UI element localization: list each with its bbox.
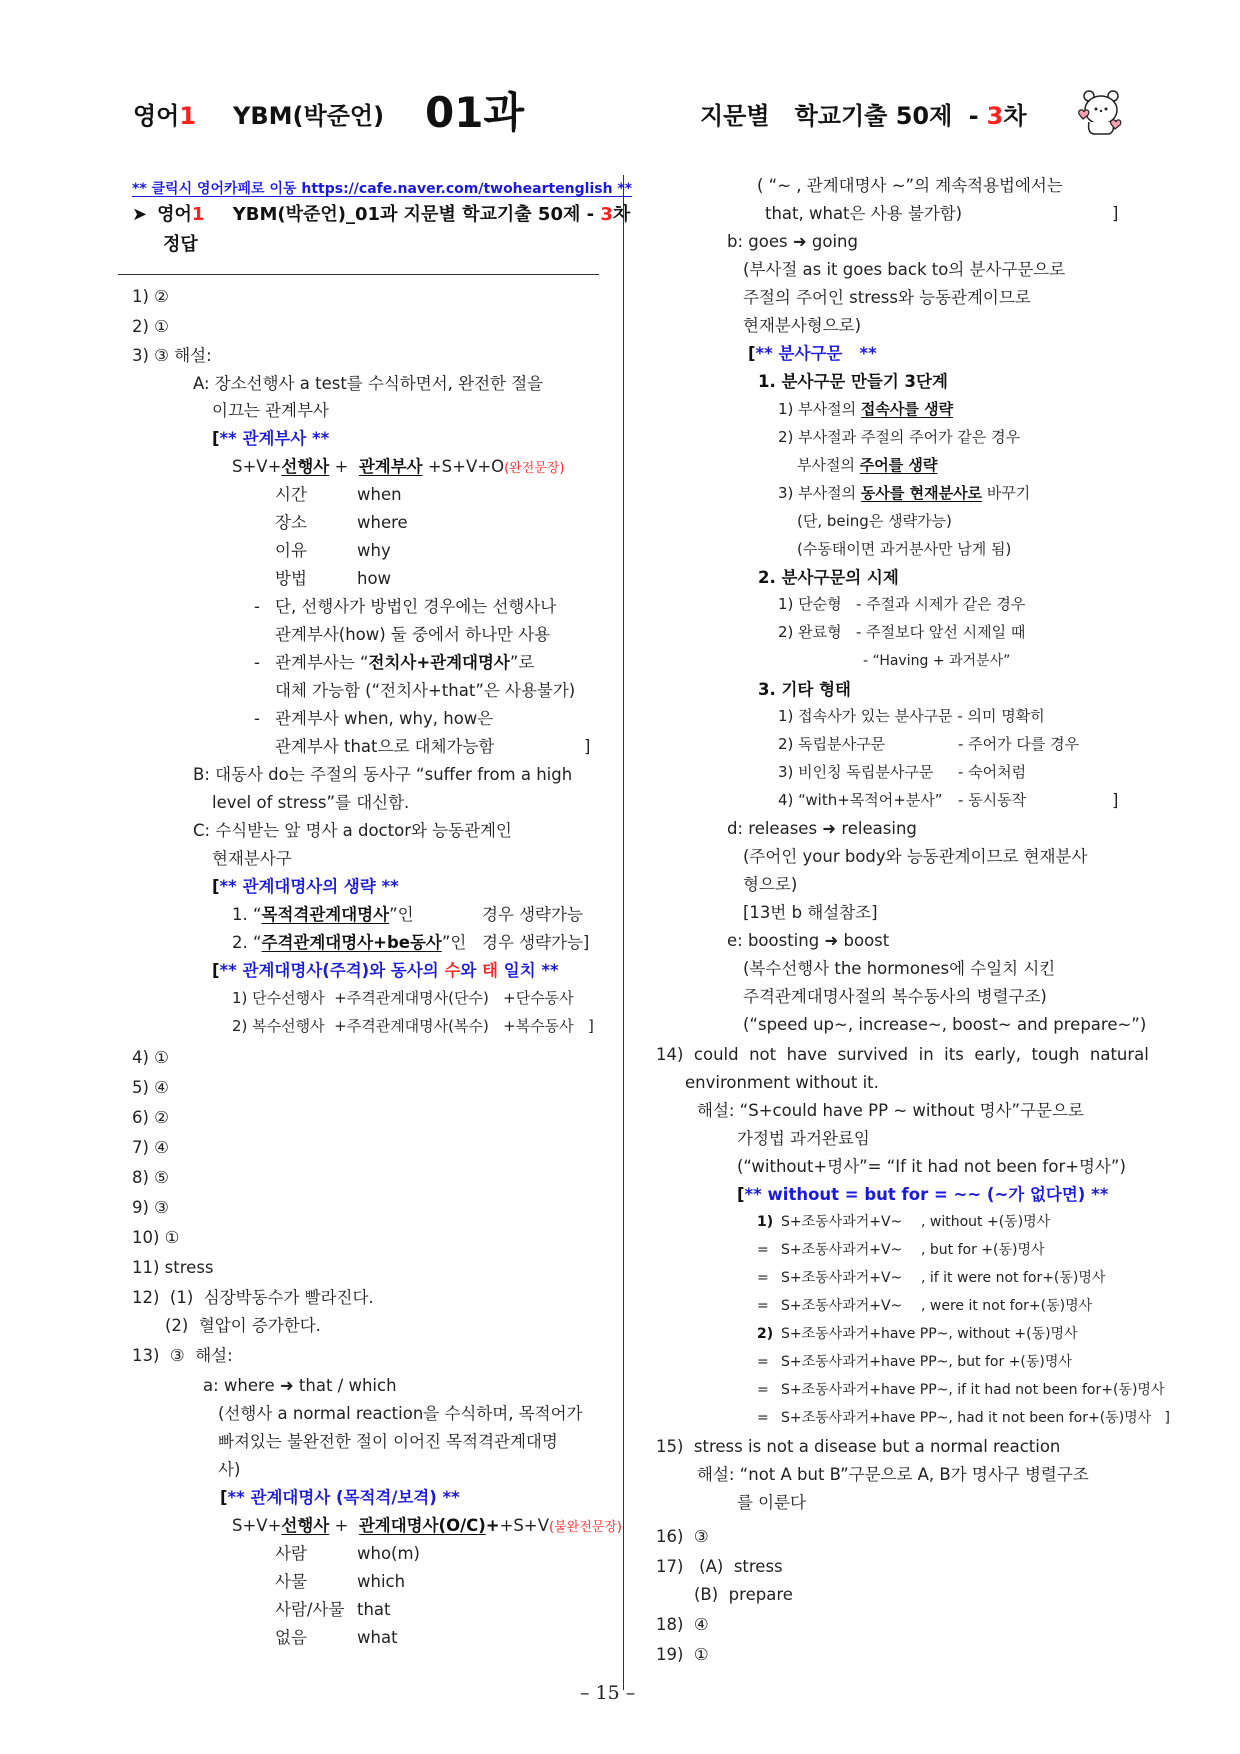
step-underlined: 동사를 현재분사로 (860, 484, 983, 502)
row-lead: = (757, 1270, 769, 1286)
answer-5: 5) ④ (132, 1078, 169, 1097)
row-condition: , if it were not for+(동)명사 (921, 1270, 1106, 1286)
box-title-text: 일치 ** (498, 961, 559, 980)
box-participle-title: [** 분사구문 ** (748, 344, 877, 363)
form-desc: - 숙어처럼 (958, 763, 1027, 781)
note-text: ”로 (509, 653, 535, 672)
rel-pronoun-row (275, 1624, 398, 1652)
title-divider (118, 274, 599, 275)
row-condition: , but for +(동)명사 (921, 1242, 1045, 1258)
box-omission-2 (232, 929, 466, 957)
rel-adverb-row (275, 565, 391, 593)
box-agreement-title: [** 관계대명사(주격)와 동사의 수와 태 일치 ** (212, 961, 559, 980)
box-rel-pronoun-formula: S+V+선행사 + 관계대명사(O/C)++S+V(불완전문장) (232, 1516, 622, 1535)
participle-step1-2: 2) 부사절과 주절의 주어가 같은 경우 (778, 428, 1021, 446)
bullet-icon: ➤ (132, 204, 148, 225)
answer-3: 3) ③ 해설: (132, 346, 212, 365)
row-lead: = (757, 1242, 769, 1258)
without-row (757, 1323, 1078, 1343)
row-condition: , but for +(동)명사 (948, 1354, 1072, 1370)
answer-13-a-line2: 빠져있는 불완전한 절이 이어진 목적격관계대명 (218, 1432, 558, 1451)
title-round-number: 3 (600, 204, 613, 225)
row-lead: = (757, 1354, 769, 1370)
rel-pronoun-row (275, 1568, 405, 1596)
title-part3: 차 (612, 204, 631, 225)
rel-adverb-row (275, 481, 402, 509)
cont-line2: that, what은 사용 불가함) (765, 204, 963, 223)
row-lead: 1) (757, 1214, 774, 1230)
row-lead: = (757, 1298, 769, 1314)
participle-step3-title: 3. 기타 형태 (758, 680, 851, 699)
row-clause: S+조동사과거+have PP~ (781, 1354, 949, 1370)
box-without-title: [** without = but for = ~~ (~가 없다면) ** (737, 1185, 1109, 1204)
row-lead: 2) (757, 1326, 774, 1342)
box-close-bracket: ] (1112, 204, 1119, 223)
rel-adverb-row (275, 537, 391, 565)
section-title (132, 201, 630, 229)
answer-3-C-line2: 현재분사구 (212, 849, 292, 868)
rel-adverb-word: why (357, 541, 391, 560)
row-condition: , were it not for+(동)명사 (921, 1298, 1093, 1314)
answer-3-C-line1: C: 수식받는 앞 명사 a doctor와 능동관계인 (193, 821, 512, 840)
answer-11: 11) stress (132, 1258, 214, 1277)
note-2-line2: 대체 가능함 (“전치사+that”은 사용불가) (275, 681, 576, 700)
participle-step1-3c: (수동태이면 과거분사만 남게 됨) (797, 540, 1012, 558)
participle-step1-3b: (단, being은 생략가능) (797, 512, 952, 530)
header-subject (133, 96, 196, 131)
rel-pronoun-kind: 사물 (275, 1572, 307, 1591)
answer-4: 4) ① (132, 1048, 169, 1067)
box-title-text: ** without = but for = ~~ (~가 없다면) ** (744, 1185, 1109, 1204)
box-title-text: ** 관계대명사 (목적격/보격) ** (227, 1488, 460, 1507)
box-title-text: ** 분사구문 ** (755, 344, 877, 363)
rel-adverb-word: when (357, 485, 402, 504)
row-clause: S+조동사과거+V~ (781, 1242, 903, 1258)
row-clause: S+조동사과거+have PP~ (781, 1410, 949, 1426)
form-desc: - 주어가 다를 경우 (958, 735, 1080, 753)
participle-step2-2: 2) 완료형 - 주절보다 앞선 시제일 때 (778, 623, 1026, 641)
bear-mascot-icon (1075, 88, 1125, 138)
item-pre: 1. “ (232, 905, 262, 924)
without-row (757, 1379, 1164, 1399)
answer-19: 19) ① (656, 1645, 709, 1664)
box-title-highlight: 태 (482, 961, 499, 980)
note-bold: 전치사+관계대명사 (368, 653, 510, 672)
form-name: 3) 비인칭 독립분사구문 (778, 763, 934, 781)
box-close-bracket: ] (1112, 791, 1119, 810)
row-clause: S+조동사과거+V~ (781, 1270, 903, 1286)
item-pre: 2. “ (232, 933, 262, 952)
without-row (757, 1351, 1072, 1371)
note-text: 관계부사는 “ (275, 653, 369, 672)
box-rel-adverb-formula (232, 453, 564, 483)
row-clause: S+조동사과거+V~ (781, 1214, 903, 1230)
header-publisher: YBM(박준언) (233, 102, 385, 130)
round-number: 3 (986, 102, 1004, 130)
answer-1: 1) ② (132, 287, 169, 306)
participle-step3-2 (778, 733, 1079, 754)
formula-plus: + (329, 457, 354, 476)
rel-adverb-kind: 이유 (275, 541, 307, 560)
answer-15: 15) stress is not a disease but a normal reaction (656, 1437, 1061, 1456)
rel-pronoun-word: what (357, 1628, 398, 1647)
box-rel-pronoun-title: [** 관계대명사 (목적격/보격) ** (220, 1488, 460, 1507)
participle-step1-3 (778, 482, 1030, 503)
subject-number: 1 (179, 102, 197, 130)
step-underlined: 접속사를 생략 (860, 400, 954, 418)
without-row (757, 1295, 1092, 1315)
title-part2: YBM(박준언)_01과 지문별 학교기출 50제 - (232, 204, 601, 225)
answer-18: 18) ④ (656, 1615, 709, 1634)
box-close-bracket: ] (584, 737, 591, 756)
answer-16: 16) ③ (656, 1527, 709, 1546)
answer-9: 9) ③ (132, 1198, 169, 1217)
cafe-link[interactable]: ** 클릭시 영어카페로 이동 https://cafe.naver.com/twoheartenglish ** (132, 181, 633, 197)
form-desc: - 동시동작 (958, 791, 1027, 809)
box-title-highlight: 수 (444, 961, 461, 980)
box-agreement-2: 2) 복수선행사 +주격관계대명사(복수) +복수동사 ] (232, 1017, 594, 1035)
rel-pronoun-row (275, 1596, 391, 1624)
answer-13-d-line3: [13번 b 해설참조] (743, 903, 878, 922)
answer-13-a-line3: 사) (218, 1460, 241, 1479)
column-divider (623, 175, 624, 1690)
answer-13-e-line1: (복수선행사 the hormones에 수일치 시킨 (743, 959, 1056, 978)
participle-step2-title: 2. 분사구문의 시제 (758, 568, 899, 587)
box-title-text: ** 관계대명사(주격)와 동사의 (219, 961, 445, 980)
header-series (700, 96, 1027, 131)
formula-pre: S+V+ (232, 457, 282, 476)
answer-10: 10) ① (132, 1228, 180, 1247)
answer-13-a: a: where ➜ that / which (203, 1376, 397, 1395)
answer-13-d-line1: (주어인 your body와 능동관계이므로 현재분사 (743, 847, 1088, 866)
answer-2: 2) ① (132, 317, 169, 336)
rel-pronoun-word: who(m) (357, 1544, 420, 1563)
rel-adverb-word: how (357, 569, 392, 588)
rel-adverb-word: where (357, 513, 408, 532)
box-title-text: ** 관계부사 ** (219, 429, 330, 448)
formula-plus: + (329, 1516, 354, 1535)
rel-adverb-row (275, 509, 408, 537)
answer-3-B-line1: B: 대동사 do는 주절의 동사구 “suffer from a high (193, 765, 573, 784)
without-row (757, 1267, 1105, 1287)
participle-step3-1: 1) 접속사가 있는 분사구문 - 의미 명확히 (778, 707, 1045, 725)
series-label: 지문별 학교기출 50제 (700, 102, 953, 130)
answer-13-a-line1: (선행사 a normal reaction을 수식하며, 목적어가 (218, 1404, 583, 1423)
box-omission-title: [** 관계대명사의 생략 ** (212, 877, 399, 896)
round-suffix: 차 (1003, 102, 1027, 130)
answer-15-exp-2: 를 이룬다 (737, 1493, 807, 1512)
item-post: ”인 (441, 933, 467, 952)
form-name: 4) “with+목적어+분사” (778, 791, 943, 809)
rel-pronoun-word: that (357, 1600, 391, 1619)
cont-line1: ( “~ , 관계대명사 ~”의 계속적용법에서는 (757, 176, 1063, 195)
title-part1: 영어 (157, 204, 192, 225)
box-title-text: ** 관계대명사의 생략 ** (219, 877, 399, 896)
answer-3-A-line1: A: 장소선행사 a test를 수식하면서, 완전한 절을 (193, 374, 544, 393)
answer-7: 7) ④ (132, 1138, 169, 1157)
rel-pronoun-kind: 없음 (275, 1628, 307, 1647)
formula-post: +S+V+O (422, 457, 505, 476)
box-omission-2-tail: 경우 생략가능] (482, 933, 590, 952)
answer-3-A-line2: 이끄는 관계부사 (212, 401, 329, 420)
participle-step1-1 (778, 398, 953, 419)
without-row (757, 1407, 1170, 1427)
item-underlined: 주격관계대명사+be동사 (261, 933, 442, 952)
form-name: 2) 독립분사구문 (778, 735, 886, 753)
row-condition: , if it had not been for+(동)명사 (948, 1382, 1165, 1398)
item-underlined: 목적격관계대명사 (261, 905, 390, 924)
note-3-line1: 관계부사 when, why, how은 (275, 709, 494, 728)
rel-pronoun-kind: 사람 (275, 1544, 307, 1563)
answer-13: 13) ③ 해설: (132, 1346, 233, 1365)
answer-13-d-line2: 형으로) (743, 875, 798, 894)
answer-13-b-line2: 주절의 주어인 stress와 능동관계이므로 (743, 288, 1031, 307)
participle-step1-2b (797, 454, 937, 475)
row-condition: , had it not been for+(동)명사 ] (948, 1410, 1171, 1426)
answer-12-line2: (2) 혈압이 증가한다. (165, 1316, 321, 1335)
step-underlined: 주어를 생략 (859, 456, 938, 474)
note-dash: - (254, 597, 260, 616)
answer-17-line1: 17) (A) stress (656, 1557, 783, 1576)
note-2-line1 (275, 649, 534, 677)
section-title-line2: 정답 (163, 234, 198, 255)
formula-note: (불완전문장) (549, 1520, 622, 1535)
row-clause: S+조동사과거+have PP~ (781, 1382, 949, 1398)
answer-13-b-line3: 현재분사형으로) (743, 316, 862, 335)
participle-step1-title: 1. 분사구문 만들기 3단계 (758, 372, 948, 391)
answer-14-line2: environment without it. (685, 1073, 879, 1092)
row-condition: , without +(동)명사 (948, 1326, 1078, 1342)
series-dash: - (968, 102, 979, 130)
rel-adverb-kind: 시간 (275, 485, 307, 504)
participle-step2-2b: - “Having + 과거분사” (863, 653, 1011, 669)
answer-15-exp-1: 해설: “not A but B”구문으로 A, B가 명사구 병렬구조 (697, 1465, 1089, 1484)
formula-rel-pronoun: 관계대명사(O/C) (358, 1516, 486, 1535)
step-text: 부사절의 (797, 456, 860, 474)
title-number: 1 (191, 204, 205, 225)
rel-pronoun-word: which (357, 1572, 406, 1591)
answer-13-d: d: releases ➜ releasing (727, 819, 917, 838)
note-dash: - (254, 653, 260, 672)
box-rel-adverb-title: [** 관계부사 ** (212, 429, 330, 448)
subject-label: 영어 (133, 102, 180, 130)
rel-pronoun-kind: 사람/사물 (275, 1600, 345, 1619)
participle-step3-3 (778, 761, 1026, 782)
step-text: 바꾸기 (982, 484, 1031, 502)
answer-14-exp-2: 가정법 과거완료임 (737, 1129, 870, 1148)
answer-8: 8) ⑤ (132, 1168, 169, 1187)
rel-adverb-kind: 장소 (275, 513, 307, 532)
answer-13-e-line2: 주격관계대명사절의 복수동사의 병렬구조) (743, 987, 1047, 1006)
answer-6: 6) ② (132, 1108, 169, 1127)
answer-13-b-line1: (부사절 as it goes back to의 분사구문으로 (743, 260, 1066, 279)
box-omission-1 (232, 901, 414, 929)
answer-12-line1: 12) (1) 심장박동수가 빨라진다. (132, 1288, 374, 1307)
without-row (757, 1239, 1045, 1259)
formula-note: (완전문장) (504, 461, 565, 476)
note-dash: - (254, 709, 260, 728)
page-number: – 15 – (580, 1682, 636, 1704)
rel-adverb-kind: 방법 (275, 569, 307, 588)
participle-step3-4 (778, 789, 1026, 810)
answer-13-e: e: boosting ➜ boost (727, 931, 890, 950)
without-row (757, 1211, 1050, 1231)
note-3-line2: 관계부사 that으로 대체가능함 (275, 737, 495, 756)
answer-3-B-line2: level of stress”를 대신함. (212, 793, 410, 812)
row-clause: S+조동사과거+V~ (781, 1298, 903, 1314)
box-omission-1-tail: 경우 생략가능 (482, 905, 583, 924)
note-1-line1: 단, 선행사가 방법인 경우에는 선행사나 (275, 597, 557, 616)
formula-pre: S+V+ (232, 1516, 282, 1535)
step-text: 1) 부사절의 (778, 400, 861, 418)
formula-antecedent: 선행사 (281, 457, 330, 476)
box-agreement-1: 1) 단수선행사 +주격관계대명사(단수) +단수동사 (232, 989, 574, 1007)
answer-13-b: b: goes ➜ going (727, 232, 858, 251)
step-text: 3) 부사절의 (778, 484, 861, 502)
row-condition: , without +(동)명사 (921, 1214, 1051, 1230)
item-post: ”인 (389, 905, 414, 924)
answer-14-exp-3: (“without+명사”= “If it had not been for+명사”) (737, 1157, 1126, 1176)
participle-step2-1: 1) 단순형 - 주절과 시제가 같은 경우 (778, 595, 1026, 613)
box-title-text: 와 (460, 961, 483, 980)
answer-13-e-line3: (“speed up~, increase~, boost~ and prepare~”) (743, 1015, 1147, 1034)
formula-rel-adverb: 관계부사 (358, 457, 423, 476)
row-lead: = (757, 1410, 769, 1426)
header-lesson: 01과 (425, 88, 525, 137)
formula-antecedent: 선행사 (281, 1516, 330, 1535)
answer-17-line2: (B) prepare (694, 1585, 793, 1604)
row-clause: S+조동사과거+have PP~ (781, 1326, 949, 1342)
row-lead: = (757, 1382, 769, 1398)
rel-pronoun-row (275, 1540, 420, 1568)
answer-14-line1: 14) could not have survived in its early, tough natural (656, 1045, 1149, 1064)
formula-post: +S+V (499, 1516, 550, 1535)
answer-14-exp-1: 해설: “S+could have PP ~ without 명사”구문으로 (697, 1101, 1084, 1120)
note-1-line2: 관계부사(how) 둘 중에서 하나만 사용 (275, 625, 551, 644)
